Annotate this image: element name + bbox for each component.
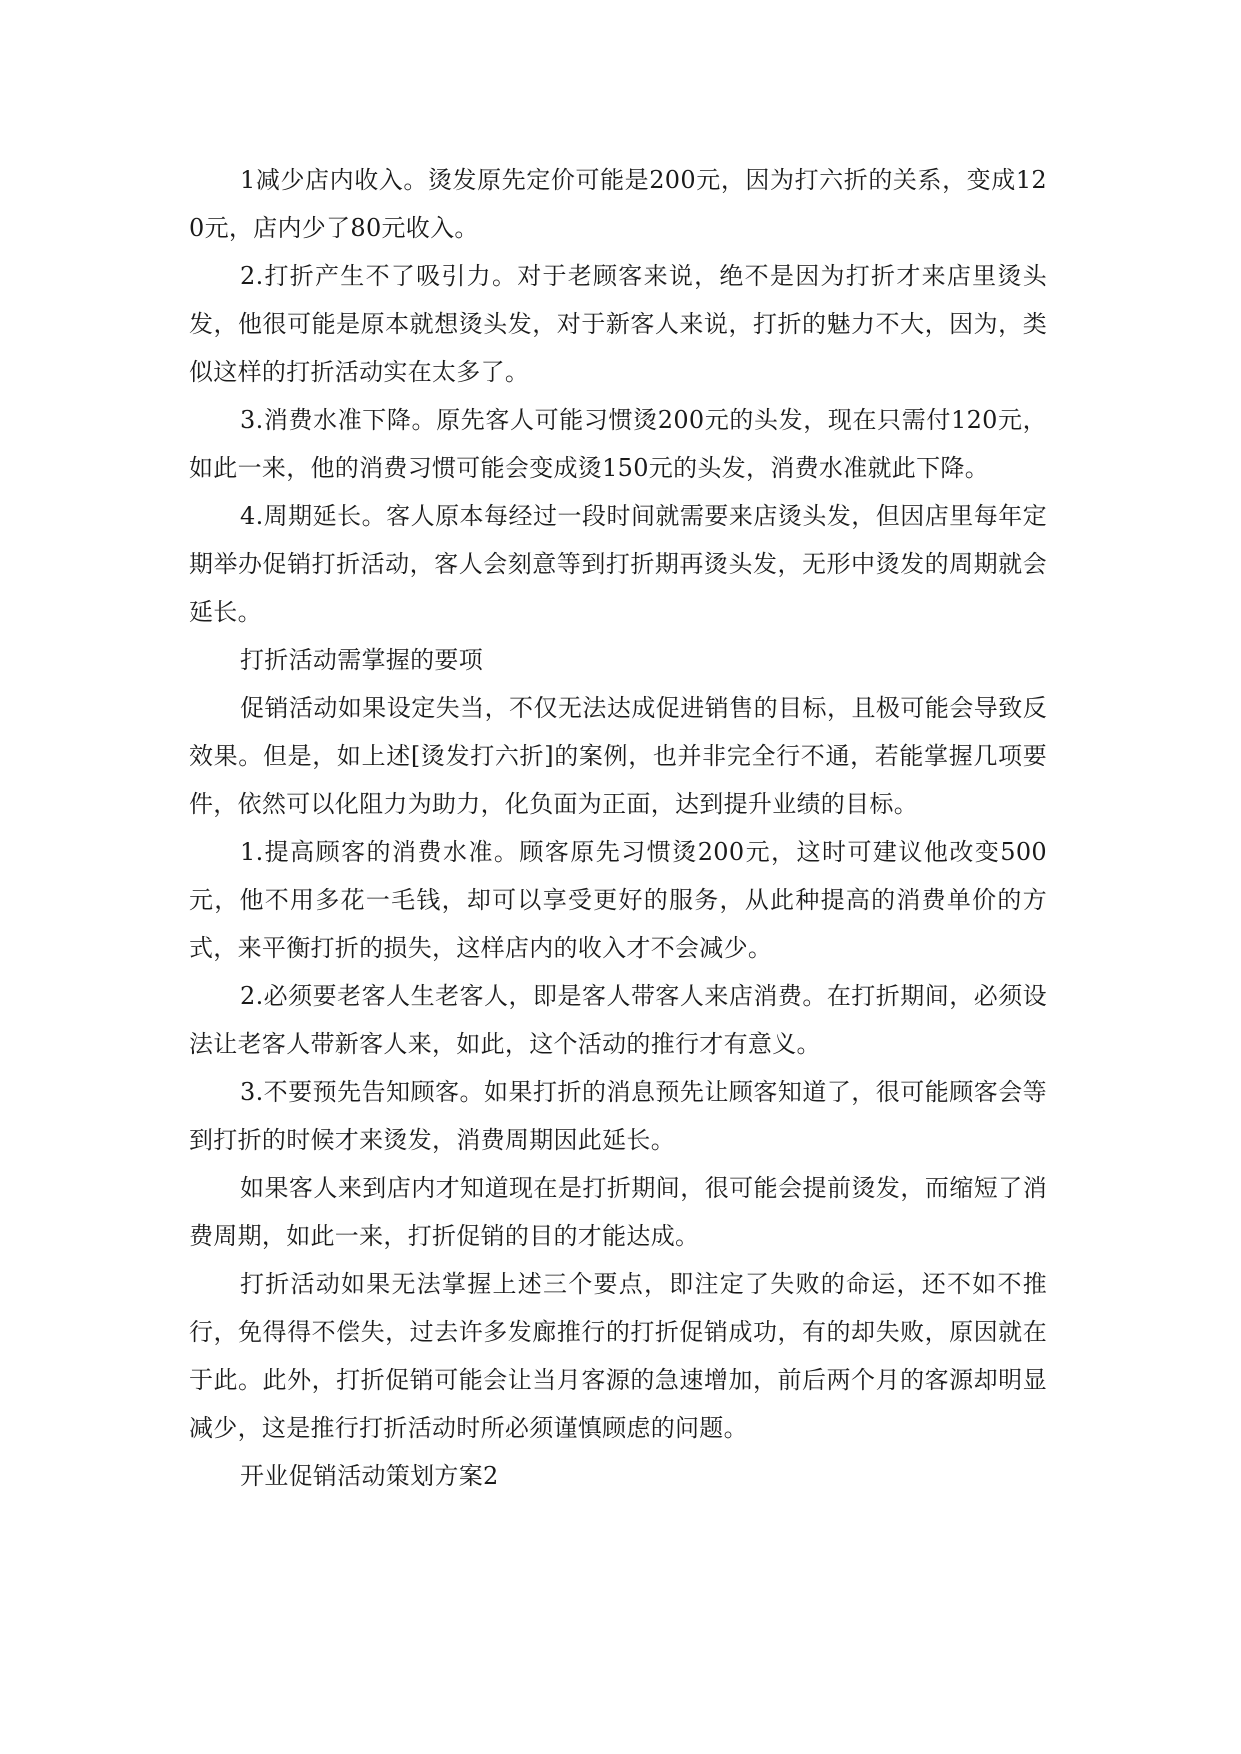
- paragraph-no-attraction: 2.打折产生不了吸引力。对于老顾客来说，绝不是因为打折才来店里烫头发，他很可能是原本就想烫头发，对于新客人来说，打折的魅力不大，因为，类似这样的打折活动实在太多了。: [189, 262, 1047, 386]
- section-heading-key-points: 打折活动需掌握的要项: [240, 646, 483, 674]
- paragraph-cycle-extension: 4.周期延长。客人原本每经过一段时间就需要来店烫头发，但因店里每年定期举办促销打折活动，客人会刻意等到打折期再烫头发，无形中烫发的周期就会延长。: [189, 502, 1047, 626]
- paragraph-no-advance-notice: 3.不要预先告知顾客。如果打折的消息预先让顾客知道了，很可能顾客会等到打折的时候才来烫发，消费周期因此延长。: [189, 1078, 1047, 1154]
- document-body: [189, 156, 1047, 1500]
- paragraph-reduce-income: 1减少店内收入。烫发原先定价可能是200元，因为打六折的关系，变成120元，店内少了80元收入。: [189, 166, 1047, 242]
- paragraph-raise-spending: 1.提高顾客的消费水准。顾客原先习惯烫200元，这时可建议他改变500元，他不用多花一毛钱，却可以享受更好的服务，从此种提高的消费单价的方式，来平衡打折的损失，这样店内的收入才不会减少。: [189, 838, 1047, 962]
- paragraph-spending-level-drop: 3.消费水准下降。原先客人可能习惯烫200元的头发，现在只需付120元，如此一来，他的消费习惯可能会变成烫150元的头发，消费水准就此下降。: [189, 406, 1047, 482]
- section-heading-plan-2: 开业促销活动策划方案2: [240, 1462, 499, 1490]
- paragraph-referrals: 2.必须要老客人生老客人，即是客人带客人来店消费。在打折期间，必须设法让老客人带新客人来，如此，这个活动的推行才有意义。: [189, 982, 1047, 1058]
- paragraph-intro-key-points: 促销活动如果设定失当，不仅无法达成促进销售的目标，且极可能会导致反效果。但是，如上述[烫发打六折]的案例，也并非完全行不通，若能掌握几项要件，依然可以化阻力为助力，化负面为正面，达到提升业绩的目标。: [189, 694, 1047, 818]
- paragraph-shorten-cycle: 如果客人来到店内才知道现在是打折期间，很可能会提前烫发，而缩短了消费周期，如此一来，打折促销的目的才能达成。: [189, 1174, 1047, 1250]
- paragraph-conclusion: 打折活动如果无法掌握上述三个要点，即注定了失败的命运，还不如不推行，免得得不偿失，过去许多发廊推行的打折促销成功，有的却失败，原因就在于此。此外，打折促销可能会让当月客源的急速增加，前后两个月的客源却明显减少，这是推行打折活动时所必须谨慎顾虑的问题。: [189, 1270, 1047, 1442]
